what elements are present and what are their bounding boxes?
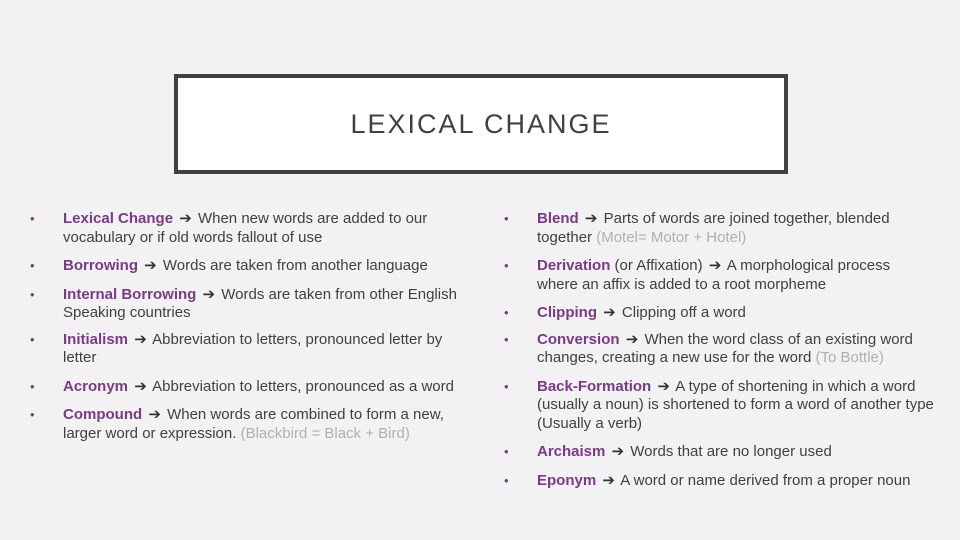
arrow-right-icon: ➔ — [603, 304, 616, 321]
example: (Motel= Motor + Hotel) — [596, 228, 747, 246]
definition: Words are taken from another language — [162, 257, 428, 274]
bullet-icon: • — [30, 378, 35, 394]
term: Conversion — [537, 330, 620, 348]
definition: A word or name derived from a proper noun — [620, 471, 911, 489]
list-item-compound — [30, 406, 460, 443]
bullet-icon: • — [30, 407, 35, 422]
bullet-icon: • — [504, 331, 509, 347]
definition: When the word class of an existing word changes, creating a new use for the word — [537, 330, 913, 366]
arrow-right-icon: ➔ — [134, 377, 147, 395]
list-item-lexical-change — [30, 210, 460, 247]
definition: Words that are no longer used — [630, 443, 832, 460]
list-item-initialism — [30, 331, 460, 368]
arrow-right-icon: ➔ — [584, 210, 598, 227]
term: Internal Borrowing — [63, 285, 197, 303]
list-item-blend — [504, 210, 934, 247]
definition: Abbreviation to letters, pronounced as a word — [152, 377, 454, 395]
definition: A morphological process where an affix is added to a root morpheme — [537, 257, 891, 293]
arrow-right-icon: ➔ — [625, 330, 639, 348]
definition: Clipping off a word — [621, 304, 746, 321]
arrow-right-icon: ➔ — [148, 406, 161, 423]
arrow-right-icon: ➔ — [602, 471, 615, 489]
right-column-list — [504, 210, 934, 500]
list-item-archaism — [504, 443, 934, 462]
term: Initialism — [63, 330, 129, 348]
title-box — [174, 74, 788, 174]
bullet-icon: • — [30, 331, 35, 347]
definition: Words are taken from other English Speaking countries — [63, 285, 457, 321]
definition: When words are combined to form a new, larger word or expression. — [63, 406, 444, 442]
arrow-right-icon: ➔ — [144, 257, 157, 274]
list-item-back-formation — [504, 378, 934, 434]
left-column-list — [30, 210, 460, 453]
definition: Parts of words are joined together, blended together — [537, 210, 890, 246]
term: Derivation — [537, 257, 611, 274]
parenthetical: (or Affixation) — [614, 257, 703, 274]
arrow-right-icon: ➔ — [179, 210, 192, 227]
arrow-right-icon: ➔ — [202, 285, 216, 303]
term: Blend — [537, 210, 579, 227]
list-item-conversion — [504, 331, 934, 368]
term: Borrowing — [63, 257, 138, 274]
bullet-icon: • — [30, 286, 35, 302]
arrow-right-icon: ➔ — [708, 257, 722, 274]
term: Compound — [63, 406, 143, 423]
definition: A type of shortening in which a word (usually a noun) is shortened to form a word of another type (Usually a verb) — [537, 377, 934, 432]
bullet-icon: • — [504, 378, 509, 394]
bullet-icon: • — [504, 305, 509, 320]
term: Lexical Change — [63, 210, 174, 227]
definition: Abbreviation to letters, pronounced letter by letter — [63, 330, 443, 366]
list-item-eponym — [504, 472, 934, 491]
list-item-borrowing — [30, 257, 460, 276]
list-item-internal-borrowing — [30, 286, 460, 323]
bullet-icon: • — [30, 211, 35, 226]
bullet-icon: • — [30, 258, 35, 273]
bullet-icon: • — [504, 258, 509, 273]
list-item-acronym — [30, 378, 460, 397]
list-item-clipping — [504, 304, 934, 323]
bullet-icon: • — [504, 472, 509, 488]
example: (To Bottle) — [815, 349, 884, 366]
term: Acronym — [63, 377, 129, 395]
bullet-icon: • — [504, 444, 509, 459]
slide-title: LEXICAL CHANGE — [350, 108, 612, 139]
definition: When new words are added to our vocabulary or if old words fallout of use — [63, 210, 428, 246]
arrow-right-icon: ➔ — [657, 377, 670, 395]
bullet-icon: • — [504, 211, 509, 226]
arrow-right-icon: ➔ — [134, 330, 147, 348]
term: Eponym — [537, 471, 597, 489]
term: Clipping — [537, 304, 597, 321]
term: Back-Formation — [537, 377, 652, 395]
term: Archaism — [537, 443, 606, 460]
arrow-right-icon: ➔ — [611, 443, 625, 460]
list-item-derivation — [504, 257, 934, 294]
example: (Blackbird = Black + Bird) — [240, 424, 410, 442]
